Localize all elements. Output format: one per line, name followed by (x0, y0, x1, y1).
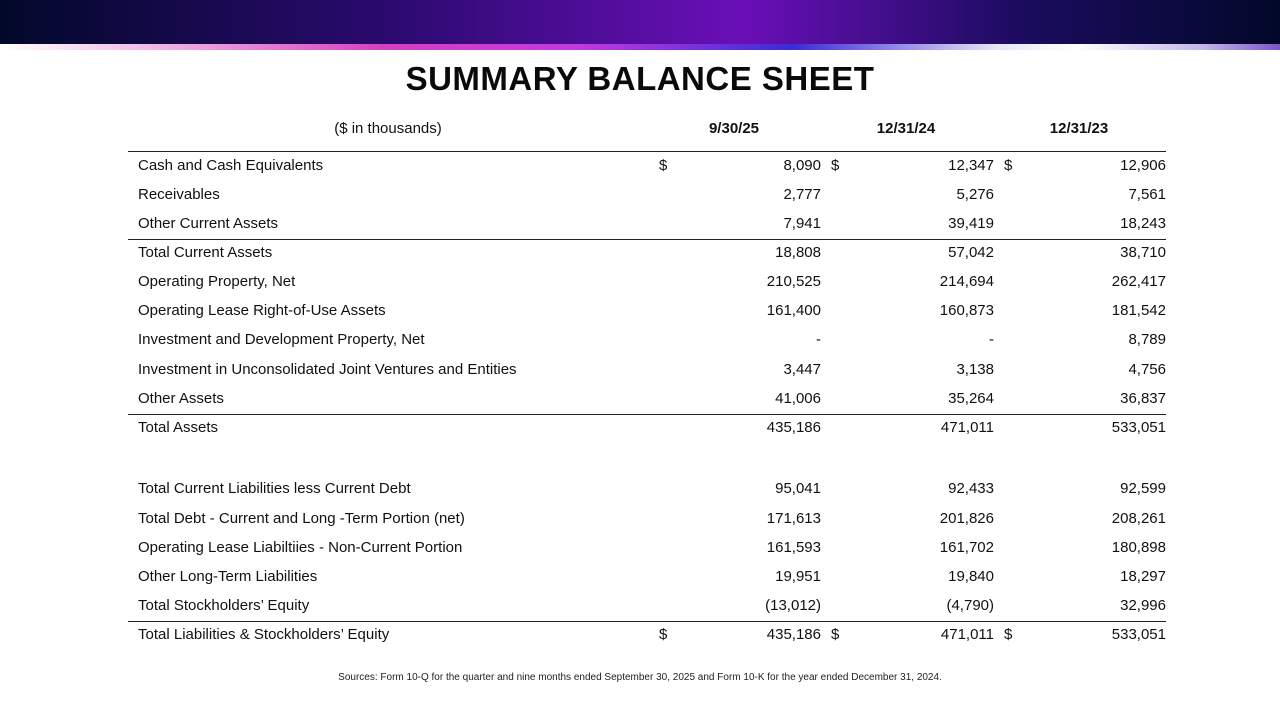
row-label: Cash and Cash Equivalents (138, 157, 324, 174)
value-12-31-23: 180,898 (1111, 539, 1166, 556)
row-label: Total Current Assets (138, 244, 273, 261)
table-row (128, 331, 1166, 353)
value-12-31-23: 18,243 (1120, 215, 1166, 232)
value-9-30-25: 161,593 (766, 539, 821, 556)
value-12-31-24: 471,011 (940, 419, 994, 436)
value-12-31-23: 92,599 (1120, 480, 1166, 497)
value-12-31-23: 208,261 (1111, 510, 1166, 527)
table-row (128, 390, 1166, 412)
row-label: Total Debt - Current and Long -Term Portion (net) (138, 510, 465, 527)
value-12-31-23: 36,837 (1120, 390, 1166, 407)
row-label: Operating Lease Liabiltiies - Non-Current Portion (138, 539, 463, 556)
value-9-30-25: 7,941 (783, 215, 821, 232)
table-row (128, 597, 1166, 619)
table-row (128, 186, 1166, 208)
value-12-31-24: 39,419 (948, 215, 994, 232)
accent-stripe (0, 44, 1280, 50)
value-9-30-25: 3,447 (783, 361, 821, 378)
subtotal-rule (128, 239, 1166, 240)
value-12-31-24: 5,276 (956, 186, 994, 203)
table-row (128, 568, 1166, 590)
dollar-sign: $ (831, 157, 840, 174)
dollar-sign: $ (831, 626, 840, 643)
value-12-31-23: 533,051 (1111, 419, 1166, 436)
value-9-30-25: 8,090 (783, 157, 821, 174)
table-row (128, 539, 1166, 561)
value-12-31-24: 19,840 (948, 568, 994, 585)
table-row (128, 302, 1166, 324)
value-12-31-24: - (989, 331, 994, 348)
dollar-sign: $ (659, 157, 668, 174)
value-12-31-23: 4,756 (1128, 361, 1166, 378)
table-row (128, 244, 1166, 266)
value-12-31-24: 92,433 (948, 480, 994, 497)
total-rule (128, 621, 1166, 622)
value-12-31-24: 12,347 (948, 157, 994, 174)
value-9-30-25: 435,186 (766, 419, 821, 436)
row-label: Other Current Assets (138, 215, 279, 232)
header-rule (128, 151, 1166, 152)
value-12-31-23: 32,996 (1120, 597, 1166, 614)
dollar-sign: $ (1004, 626, 1013, 643)
value-12-31-24: 471,011 (940, 626, 994, 643)
dollar-sign: $ (1004, 157, 1013, 174)
value-12-31-24: 160,873 (939, 302, 994, 319)
value-12-31-23: 7,561 (1128, 186, 1166, 203)
table-row (128, 480, 1166, 502)
table-row (128, 419, 1166, 441)
sources-footnote: Sources: Form 10-Q for the quarter and nine months ended September 30, 2025 and Form 10-K for the year ended December 31, 2024. (338, 672, 942, 683)
value-12-31-23: 181,542 (1111, 302, 1166, 319)
value-12-31-24: 35,264 (948, 390, 994, 407)
value-12-31-23: 533,051 (1111, 626, 1166, 643)
value-9-30-25: - (816, 331, 821, 348)
page-title: SUMMARY BALANCE SHEET (405, 60, 875, 97)
value-9-30-25: 210,525 (766, 273, 821, 290)
value-12-31-24: 161,702 (939, 539, 994, 556)
value-9-30-25: 19,951 (775, 568, 821, 585)
top-banner (0, 0, 1280, 44)
subtotal-rule (128, 414, 1166, 415)
value-12-31-23: 8,789 (1128, 331, 1166, 348)
value-12-31-24: 57,042 (948, 244, 994, 261)
value-12-31-24: (4,790) (946, 597, 994, 614)
column-header-12-31-23: 12/31/23 (1049, 120, 1109, 137)
column-header-12-31-24: 12/31/24 (876, 120, 936, 137)
row-label: Investment and Development Property, Net (138, 331, 425, 348)
table-row (128, 215, 1166, 237)
value-9-30-25: 2,777 (783, 186, 821, 203)
row-label: Investment in Unconsolidated Joint Ventures and Entities (138, 361, 517, 378)
column-header-9-30-25: 9/30/25 (708, 120, 760, 137)
value-12-31-23: 38,710 (1120, 244, 1166, 261)
value-9-30-25: 435,186 (766, 626, 821, 643)
table-row (128, 510, 1166, 532)
table-row (128, 157, 1166, 179)
value-9-30-25: 171,613 (766, 510, 821, 527)
value-12-31-24: 201,826 (939, 510, 994, 527)
value-12-31-23: 262,417 (1111, 273, 1166, 290)
value-9-30-25: (13,012) (765, 597, 821, 614)
table-row (128, 626, 1166, 648)
row-label: Operating Property, Net (138, 273, 296, 290)
row-label: Other Long-Term Liabilities (138, 568, 318, 585)
table-row (128, 273, 1166, 295)
value-12-31-24: 214,694 (939, 273, 994, 290)
dollar-sign: $ (659, 626, 668, 643)
row-label: Total Current Liabilities less Current Debt (138, 480, 411, 497)
row-label: Total Stockholders’ Equity (138, 597, 310, 614)
value-9-30-25: 161,400 (766, 302, 821, 319)
row-label: Other Assets (138, 390, 224, 407)
value-12-31-24: 3,138 (956, 361, 994, 378)
row-label: Operating Lease Right-of-Use Assets (138, 302, 386, 319)
units-header: ($ in thousands) (334, 120, 442, 137)
value-9-30-25: 41,006 (775, 390, 821, 407)
row-label: Receivables (138, 186, 220, 203)
row-label: Total Assets (138, 419, 219, 436)
row-label: Total Liabilities & Stockholders’ Equity (138, 626, 390, 643)
value-9-30-25: 18,808 (775, 244, 821, 261)
value-12-31-23: 12,906 (1120, 157, 1166, 174)
table-row (128, 361, 1166, 383)
value-12-31-23: 18,297 (1120, 568, 1166, 585)
value-9-30-25: 95,041 (775, 480, 821, 497)
